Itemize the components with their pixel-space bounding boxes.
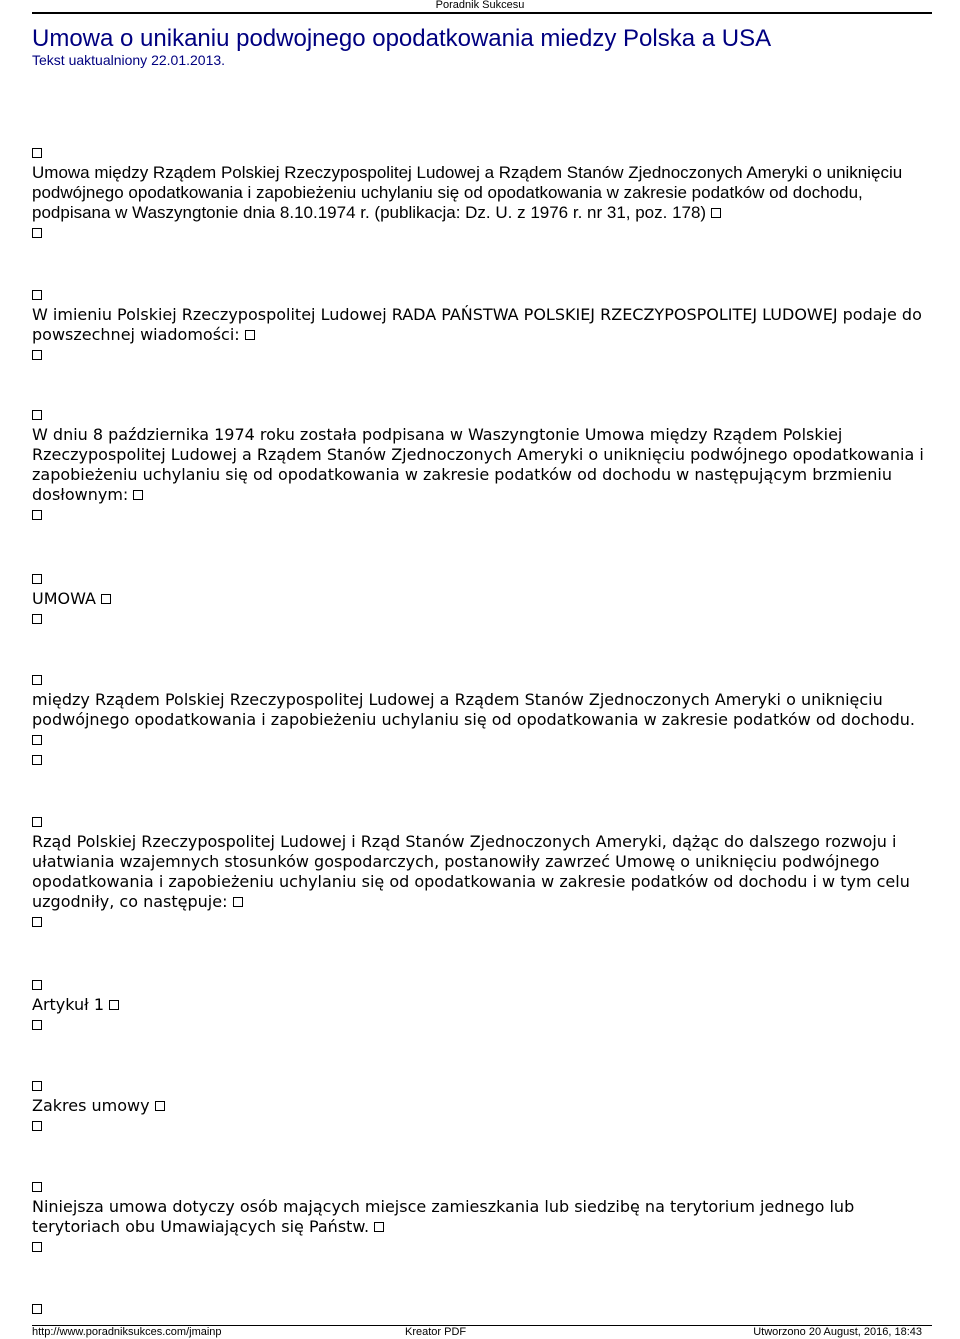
- checkbox-marker-icon: [32, 510, 42, 520]
- checkbox-marker-icon: [32, 1081, 42, 1091]
- checkbox-marker-icon: [32, 1020, 42, 1030]
- checkbox-marker-icon: [32, 980, 42, 990]
- checkbox-marker-icon: [155, 1101, 165, 1111]
- checkbox-marker-icon: [711, 208, 721, 218]
- paragraph-9: Niniejsza umowa dotyczy osób mających miejsce zamieszkania lub siedzibę na terytorium jednego lub terytoriach obu Umawiających się Państw.: [32, 1197, 855, 1236]
- checkbox-marker-icon: [32, 1304, 42, 1314]
- checkbox-marker-icon: [101, 594, 111, 604]
- checkbox-marker-icon: [32, 614, 42, 624]
- checkbox-marker-icon: [245, 330, 255, 340]
- checkbox-marker-icon: [32, 735, 42, 745]
- paragraph-5-block: [32, 670, 927, 770]
- checkbox-marker-icon: [32, 755, 42, 765]
- checkbox-marker-icon: [133, 490, 143, 500]
- document-title: Umowa o unikaniu podwojnego opodatkowania miedzy Polska a USA: [32, 25, 772, 52]
- paragraph-1: Umowa między Rządem Polskiej Rzeczypospolitej Ludowej a Rządem Stanów Zjednoczonych Ameryki o uniknięciu podwójnego opodatkowania i zapobieżeniu uchylaniu się od opodatkowania w zakresie podatków od dochodu, podpisana w Waszyngtonie dnia 8.10.1974 r. (publikacja: Dz. U. z 1976 r. nr 31, poz. 178): [32, 163, 903, 222]
- scope-heading: Zakres umowy: [32, 1096, 150, 1115]
- checkbox-marker-icon: [32, 817, 42, 827]
- checkbox-marker-icon: [374, 1222, 384, 1232]
- checkbox-marker-icon: [32, 574, 42, 584]
- checkbox-marker-icon: [109, 1000, 119, 1010]
- article-heading-block: [32, 975, 927, 1035]
- footer-created: Utworzono 20 August, 2016, 18:43: [753, 1326, 922, 1338]
- checkbox-marker-icon: [32, 917, 42, 927]
- article-heading: Artykuł 1: [32, 995, 104, 1014]
- checkbox-marker-icon: [32, 410, 42, 420]
- checkbox-marker-icon: [32, 148, 42, 158]
- trailing-marker-block: [32, 1299, 927, 1319]
- paragraph-1-block: [32, 143, 927, 243]
- site-header: Poradnik Sukcesu: [435, 0, 525, 11]
- checkbox-marker-icon: [32, 290, 42, 300]
- footer-url: http://www.poradniksukces.com/jmainp: [32, 1326, 222, 1338]
- scope-heading-block: [32, 1076, 927, 1136]
- page-footer: [32, 1325, 932, 1339]
- checkbox-marker-icon: [32, 350, 42, 360]
- paragraph-2: W imieniu Polskiej Rzeczypospolitej Ludowej RADA PAŃSTWA POLSKIEJ RZECZYPOSPOLITEJ LUDOWEJ podaje do powszechnej wiadomości:: [32, 305, 922, 344]
- checkbox-marker-icon: [32, 1242, 42, 1252]
- checkbox-marker-icon: [32, 228, 42, 238]
- paragraph-9-block: [32, 1177, 927, 1257]
- paragraph-5: między Rządem Polskiej Rzeczypospolitej Ludowej a Rządem Stanów Zjednoczonych Ameryki o uniknięciu podwójnego opodatkowania i zapobieżeniu uchylaniu się od opodatkowania w zakresie podatków od dochodu.: [32, 690, 915, 729]
- paragraph-3-block: [32, 405, 927, 525]
- checkbox-marker-icon: [32, 675, 42, 685]
- update-date: Tekst uaktualniony 22.01.2013.: [32, 52, 226, 68]
- paragraph-3: W dniu 8 października 1974 roku została podpisana w Waszyngtonie Umowa między Rządem Polskiej Rzeczypospolitej Ludowej a Rządem Stanów Zjednoczonych Ameryki o uniknięciu podwójnego opodatkowania i zapobieżeniu uchylaniu się od opodatkowania w zakresie podatków od dochodu w następującym brzmieniu dosłownym:: [32, 425, 924, 504]
- footer-creator: Kreator PDF: [405, 1326, 467, 1338]
- checkbox-marker-icon: [32, 1182, 42, 1192]
- paragraph-6: Rząd Polskiej Rzeczypospolitej Ludowej i Rząd Stanów Zjednoczonych Ameryki, dążąc do dalszego rozwoju i ułatwiania wzajemnych stosunków gospodarczych, postanowiły zawrzeć Umowę o uniknięciu podwójnego opodatkowania i zapobieżeniu uchylaniu się od opodatkowania w zakresie podatków od dochodu i w tym celu uzgodniły, co następuje:: [32, 832, 910, 911]
- umowa-heading: UMOWA: [32, 589, 96, 608]
- checkbox-marker-icon: [32, 1121, 42, 1131]
- checkbox-marker-icon: [233, 897, 243, 907]
- header-divider: [32, 12, 932, 14]
- paragraph-6-block: [32, 812, 927, 932]
- paragraph-2-block: [32, 285, 927, 365]
- umowa-heading-block: [32, 569, 927, 629]
